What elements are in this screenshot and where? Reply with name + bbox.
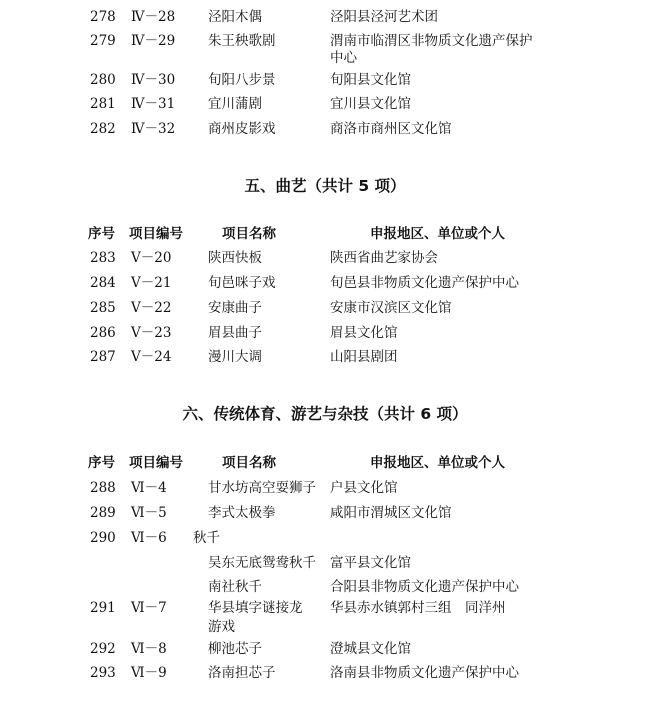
project-name: 秋千	[193, 530, 220, 546]
applicant-unit: 洛南县非物质文化遗产保护中心	[330, 665, 519, 681]
project-name: 李式太极拳	[208, 505, 276, 521]
applicant-unit: 陕西省曲艺家协会	[330, 250, 438, 266]
project-code: Ⅵ－4	[131, 480, 167, 496]
row-number: 287	[90, 349, 116, 365]
applicant-unit: 旬阳县文化馆	[330, 72, 411, 88]
header-name: 项目名称	[222, 226, 276, 242]
row-number: 282	[90, 121, 116, 137]
project-code: Ⅴ－20	[131, 250, 172, 266]
applicant-unit: 华县赤水镇郭村三组 同洋州	[330, 600, 506, 616]
project-code: Ⅳ－31	[131, 96, 176, 112]
project-name: 泾阳木偶	[208, 9, 262, 25]
applicant-unit: 山阳县剧团	[330, 349, 398, 365]
sub-project-name: 吴东无底鸳鸯秋千	[208, 555, 316, 571]
header-unit: 申报地区、单位或个人	[370, 226, 505, 242]
project-name: 宜川蒲剧	[208, 96, 262, 112]
section-title-quyi: 五、曲艺（共计 5 项）	[244, 177, 406, 195]
project-name: 眉县曲子	[208, 325, 262, 341]
header-code: 项目编号	[129, 455, 183, 471]
applicant-unit: 泾阳县泾河艺术团	[330, 9, 438, 25]
row-number: 286	[90, 325, 116, 341]
project-code: Ⅳ－29	[131, 33, 176, 49]
project-name: 旬阳八步景	[208, 72, 276, 88]
project-name: 朱王秧歌剧	[208, 33, 276, 49]
project-name: 商州皮影戏	[208, 121, 276, 137]
header-number: 序号	[88, 455, 115, 471]
project-code: Ⅴ－21	[131, 275, 172, 291]
project-code: Ⅳ－28	[131, 9, 176, 25]
applicant-unit: 眉县文化馆	[330, 325, 398, 341]
project-name: 柳池芯子	[208, 641, 262, 657]
row-number: 284	[90, 275, 116, 291]
applicant-unit-continued: 中心	[330, 50, 357, 66]
applicant-unit: 澄城县文化馆	[330, 641, 411, 657]
applicant-unit: 渭南市临渭区非物质文化遗产保护	[330, 33, 533, 49]
project-name: 旬邑咪子戏	[208, 275, 276, 291]
project-code: Ⅵ－9	[131, 665, 167, 681]
project-code: Ⅴ－23	[131, 325, 172, 341]
header-code: 项目编号	[129, 226, 183, 242]
row-number: 279	[90, 33, 116, 49]
project-code: Ⅴ－22	[131, 300, 172, 316]
project-name: 漫川大调	[208, 349, 262, 365]
applicant-unit: 安康市汉滨区文化馆	[330, 300, 452, 316]
row-number: 289	[90, 505, 116, 521]
row-number: 285	[90, 300, 116, 316]
applicant-unit: 宜川县文化馆	[330, 96, 411, 112]
row-number: 283	[90, 250, 116, 266]
row-number: 281	[90, 96, 116, 112]
applicant-unit: 富平县文化馆	[330, 555, 411, 571]
applicant-unit: 旬邑县非物质文化遗产保护中心	[330, 275, 519, 291]
project-code: Ⅵ－7	[131, 600, 167, 616]
applicant-unit: 咸阳市渭城区文化馆	[330, 505, 452, 521]
row-number: 290	[90, 530, 116, 546]
project-code: Ⅳ－32	[131, 121, 176, 137]
project-name: 华县填字谜接龙	[208, 600, 303, 616]
applicant-unit: 商洛市商州区文化馆	[330, 121, 452, 137]
project-name: 洛南担芯子	[208, 665, 276, 681]
project-name: 陕西快板	[208, 250, 262, 266]
header-number: 序号	[88, 226, 115, 242]
project-name: 甘水坊高空耍狮子	[208, 480, 316, 496]
row-number: 292	[90, 641, 116, 657]
row-number: 278	[90, 9, 116, 25]
project-code: Ⅵ－6	[131, 530, 167, 546]
row-number: 291	[90, 600, 116, 616]
row-number: 288	[90, 480, 116, 496]
project-name: 安康曲子	[208, 300, 262, 316]
row-number: 293	[90, 665, 116, 681]
header-unit: 申报地区、单位或个人	[370, 455, 505, 471]
sub-project-name: 南社秋千	[208, 579, 262, 595]
project-name-continued: 游戏	[208, 619, 235, 635]
applicant-unit: 合阳县非物质文化遗产保护中心	[330, 579, 519, 595]
project-code: Ⅴ－24	[131, 349, 172, 365]
project-code: Ⅵ－8	[131, 641, 167, 657]
project-code: Ⅳ－30	[131, 72, 176, 88]
section-title-sports: 六、传统体育、游艺与杂技（共计 6 项）	[182, 405, 468, 423]
project-code: Ⅵ－5	[131, 505, 167, 521]
row-number: 280	[90, 72, 116, 88]
applicant-unit: 户县文化馆	[330, 480, 398, 496]
header-name: 项目名称	[222, 455, 276, 471]
